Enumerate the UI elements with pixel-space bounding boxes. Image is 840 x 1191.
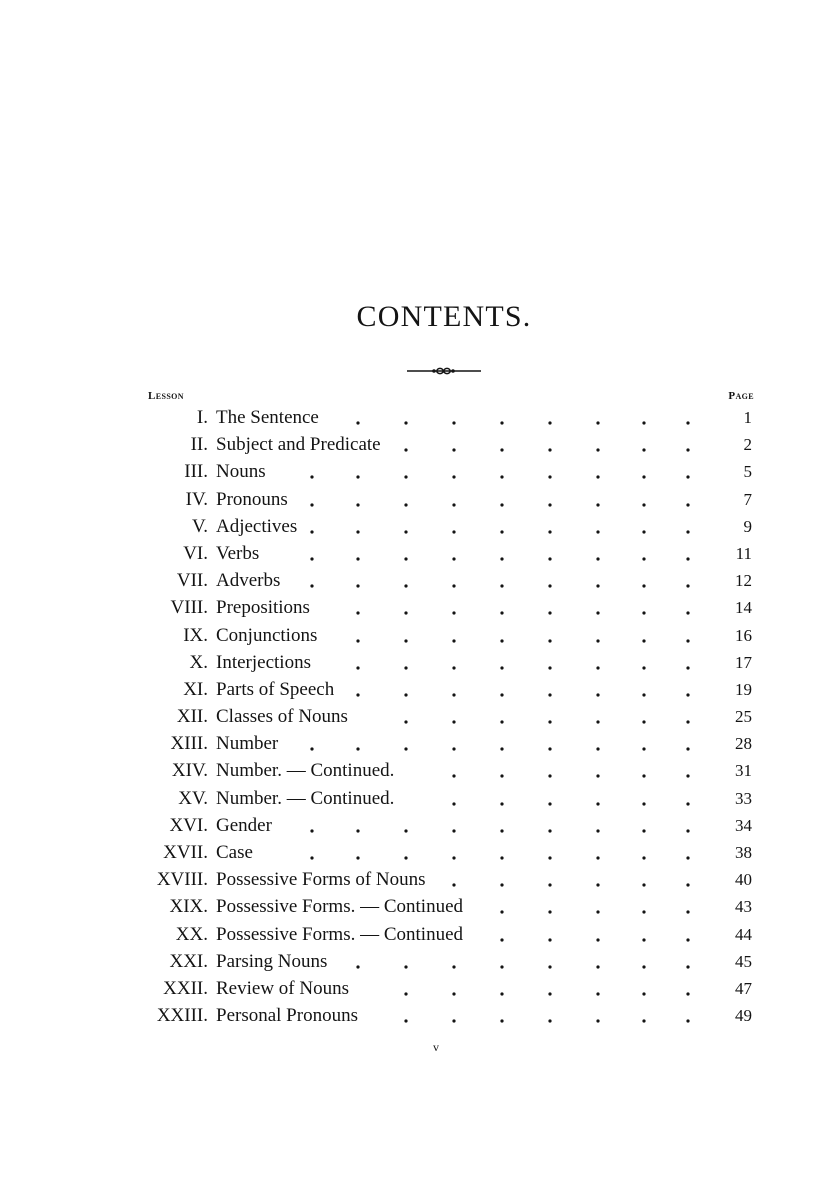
toc-entry — [0, 839, 840, 866]
lesson-title: Number. — Continued. — [216, 787, 395, 809]
leader-dot — [642, 802, 645, 805]
lesson-number: II. — [190, 434, 208, 456]
leader-dot — [452, 449, 455, 452]
leader-dot — [548, 856, 551, 859]
leader-dot — [310, 829, 313, 832]
leader-dot — [642, 829, 645, 832]
leader-dot — [404, 1020, 407, 1023]
toc-entry — [0, 486, 840, 513]
leader-dot — [404, 530, 407, 533]
toc-entry — [0, 458, 840, 485]
leader-dot — [548, 612, 551, 615]
leader-dot — [452, 693, 455, 696]
lesson-title: The Sentence — [216, 407, 319, 428]
lesson-title: Possessive Forms of Nouns — [216, 869, 426, 891]
leader-dot — [452, 829, 455, 832]
lesson-title: Adverbs — [216, 570, 281, 592]
page-number: 11 — [735, 543, 752, 563]
leader-dot — [548, 557, 551, 560]
leader-dot — [642, 856, 645, 859]
leader-dot — [596, 421, 599, 424]
leader-dot — [404, 748, 407, 751]
leader-dot — [548, 748, 551, 751]
leader-dot — [686, 421, 689, 424]
leader-dot — [404, 992, 407, 995]
leader-dot — [686, 938, 689, 941]
page-number: 44 — [735, 924, 752, 944]
leader-dot — [500, 748, 503, 751]
leader-dot — [310, 557, 313, 560]
leader-dot — [500, 503, 503, 506]
leader-dot — [642, 884, 645, 887]
leader-dot — [642, 666, 645, 669]
lesson-title: Interjections — [216, 651, 311, 673]
leader-dot — [548, 476, 551, 479]
leader-dot — [642, 421, 645, 424]
leader-dot — [548, 449, 551, 452]
lesson-number: XII. — [176, 706, 208, 728]
lesson-title: Case — [216, 842, 253, 863]
toc-entry — [0, 785, 840, 812]
leader-dot — [404, 557, 407, 560]
leader-dot — [686, 1020, 689, 1023]
page-number: 9 — [743, 516, 752, 536]
leader-dot — [500, 802, 503, 805]
page-number: 25 — [735, 707, 752, 727]
page-number: 47 — [735, 978, 752, 998]
leader-dot — [596, 476, 599, 479]
leader-dot — [310, 503, 313, 506]
lesson-title: Possessive Forms. — Continued — [216, 923, 464, 945]
lesson-number: III. — [184, 461, 208, 483]
leader-dot — [642, 911, 645, 914]
leader-dot — [596, 530, 599, 533]
leader-dot — [356, 421, 359, 424]
leader-dot — [642, 965, 645, 968]
leader-dot — [596, 856, 599, 859]
leader-dot — [404, 503, 407, 506]
toc-entry — [0, 540, 840, 567]
lesson-number: VII. — [176, 570, 208, 592]
page-number: 19 — [735, 679, 752, 699]
page-number: 38 — [735, 843, 752, 862]
leader-dot — [500, 639, 503, 642]
leader-dot — [686, 585, 689, 588]
leader-dot — [686, 639, 689, 642]
leader-dot — [404, 639, 407, 642]
leader-dot — [642, 748, 645, 751]
leader-dot — [686, 992, 689, 995]
page-number: 17 — [735, 652, 752, 672]
leader-dot — [642, 530, 645, 533]
leader-dot — [548, 1020, 551, 1023]
leader-dot — [596, 829, 599, 832]
leader-dot — [500, 938, 503, 941]
leader-dot — [356, 639, 359, 642]
leader-dot — [642, 1020, 645, 1023]
lesson-title: Pronouns — [216, 488, 288, 510]
page-number: 12 — [735, 571, 752, 591]
lesson-title: Personal Pronouns — [216, 1005, 358, 1027]
page-number: 34 — [735, 815, 752, 835]
leader-dot — [686, 856, 689, 859]
leader-dot — [500, 829, 503, 832]
leader-dot — [452, 1020, 455, 1023]
leader-dot — [642, 693, 645, 696]
leader-dots — [216, 540, 704, 567]
page-number: 40 — [735, 870, 752, 890]
leader-dot — [452, 775, 455, 778]
page-title: CONTENTS. — [356, 300, 532, 333]
leader-dot — [686, 449, 689, 452]
leader-dot — [404, 666, 407, 669]
lesson-number: XVII. — [163, 842, 208, 863]
leader-dot — [310, 748, 313, 751]
toc-entry — [0, 513, 840, 540]
lesson-number: VI. — [183, 542, 208, 564]
leader-dot — [500, 775, 503, 778]
leader-dot — [404, 720, 407, 723]
page-number: 43 — [735, 897, 752, 917]
leader-dot — [404, 421, 407, 424]
lesson-number: I. — [196, 407, 208, 428]
leader-dot — [686, 476, 689, 479]
leader-dot — [686, 775, 689, 778]
leader-dot — [548, 775, 551, 778]
leader-dot — [356, 557, 359, 560]
toc-entry — [0, 622, 840, 649]
lesson-number: V. — [191, 515, 208, 537]
page-number: 5 — [743, 462, 752, 482]
leader-dot — [642, 476, 645, 479]
leader-dot — [500, 965, 503, 968]
leader-dot — [500, 693, 503, 696]
leader-dot — [500, 530, 503, 533]
leader-dot — [642, 992, 645, 995]
leader-dot — [404, 693, 407, 696]
leader-dot — [596, 884, 599, 887]
leader-dot — [310, 530, 313, 533]
leader-dot — [548, 639, 551, 642]
leader-dot — [356, 748, 359, 751]
lesson-number: XVIII. — [156, 869, 208, 891]
leader-dot — [404, 449, 407, 452]
leader-dot — [596, 911, 599, 914]
leader-dot — [452, 585, 455, 588]
leader-dot — [452, 884, 455, 887]
leader-dot — [596, 503, 599, 506]
leader-dot — [686, 829, 689, 832]
leader-dot — [356, 829, 359, 832]
leader-dots — [216, 486, 704, 513]
lesson-title: Conjunctions — [216, 624, 318, 646]
leader-dot — [356, 693, 359, 696]
leader-dot — [548, 992, 551, 995]
leader-dot — [686, 911, 689, 914]
leader-dot — [686, 965, 689, 968]
leader-dot — [500, 421, 503, 424]
leader-dot — [686, 720, 689, 723]
toc-entry — [0, 703, 840, 730]
leader-dot — [642, 585, 645, 588]
leader-dot — [310, 476, 313, 479]
leader-dots — [216, 812, 704, 839]
page-number: 16 — [735, 625, 752, 645]
lesson-title: Adjectives — [216, 515, 298, 537]
leader-dot — [452, 557, 455, 560]
leader-dot — [642, 938, 645, 941]
leader-dot — [686, 503, 689, 506]
lesson-number: X. — [189, 651, 208, 673]
toc-entry — [0, 594, 840, 621]
leader-dots — [216, 730, 704, 757]
leader-dot — [404, 476, 407, 479]
toc-entry — [0, 730, 840, 757]
leader-dot — [500, 1020, 503, 1023]
leader-dot — [596, 585, 599, 588]
leader-dot — [686, 884, 689, 887]
leader-dot — [500, 612, 503, 615]
leader-dot — [356, 856, 359, 859]
page-column-heading: Page — [728, 390, 754, 402]
toc-entry — [0, 1002, 840, 1029]
lesson-number: IV. — [185, 488, 208, 510]
lesson-number: XXI. — [169, 950, 208, 972]
leader-dot — [596, 938, 599, 941]
toc-entry — [0, 921, 840, 948]
lesson-number: XIV. — [171, 760, 208, 782]
leader-dot — [356, 612, 359, 615]
leader-dot — [452, 965, 455, 968]
lesson-number: XXII. — [163, 977, 208, 999]
page-number: 31 — [735, 761, 752, 781]
leader-dot — [404, 612, 407, 615]
leader-dot — [356, 965, 359, 968]
leader-dot — [548, 666, 551, 669]
leader-dot — [404, 585, 407, 588]
lesson-number: XXIII. — [156, 1005, 208, 1027]
leader-dot — [596, 666, 599, 669]
lesson-title: Classes of Nouns — [216, 706, 348, 728]
leader-dot — [452, 802, 455, 805]
lesson-number: XI. — [183, 678, 208, 700]
leader-dot — [548, 421, 551, 424]
page-number: 1 — [743, 408, 752, 427]
leader-dot — [500, 476, 503, 479]
leader-dot — [596, 612, 599, 615]
leader-dot — [404, 965, 407, 968]
lesson-title: Review of Nouns — [216, 977, 349, 999]
leader-dot — [596, 1020, 599, 1023]
lesson-title: Possessive Forms. — Continued — [216, 896, 464, 918]
page-number: 45 — [735, 951, 752, 971]
leader-dot — [500, 911, 503, 914]
toc-entry — [0, 866, 840, 893]
leader-dot — [548, 503, 551, 506]
page-number: 28 — [735, 734, 752, 754]
leader-dot — [686, 802, 689, 805]
lesson-title: Parts of Speech — [216, 678, 335, 700]
leader-dot — [642, 449, 645, 452]
lesson-title: Gender — [216, 814, 272, 836]
leader-dot — [548, 802, 551, 805]
leader-dot — [500, 884, 503, 887]
leader-dot — [500, 449, 503, 452]
leader-dot — [642, 639, 645, 642]
leader-dot — [356, 476, 359, 479]
leader-dot — [404, 829, 407, 832]
leader-dot — [452, 639, 455, 642]
page-number-footer: v — [433, 1040, 439, 1054]
page-number: 2 — [743, 435, 752, 455]
leader-dot — [686, 666, 689, 669]
leader-dot — [548, 911, 551, 914]
leader-dot — [548, 530, 551, 533]
leader-dot — [548, 965, 551, 968]
toc-entry — [0, 676, 840, 703]
lesson-title: Parsing Nouns — [216, 950, 328, 972]
lesson-number: XV. — [178, 787, 208, 809]
page-number: 33 — [735, 788, 752, 808]
leader-dot — [310, 585, 313, 588]
page-number: 14 — [735, 598, 752, 618]
lesson-number: IX. — [183, 624, 208, 646]
toc-entry — [0, 812, 840, 839]
leader-dot — [356, 530, 359, 533]
lesson-number: XIX. — [169, 896, 208, 918]
leader-dots — [216, 839, 704, 866]
lesson-title: Number. — Continued. — [216, 760, 395, 782]
leader-dot — [548, 938, 551, 941]
lesson-title: Number — [216, 733, 279, 755]
leader-dot — [686, 557, 689, 560]
lesson-number: VIII. — [170, 597, 208, 619]
leader-dot — [596, 693, 599, 696]
leader-dot — [452, 992, 455, 995]
leader-dot — [596, 748, 599, 751]
leader-dot — [452, 530, 455, 533]
lesson-number: XIII. — [170, 733, 208, 755]
leader-dot — [356, 585, 359, 588]
leader-dot — [596, 639, 599, 642]
toc-entry — [0, 948, 840, 975]
lesson-column-heading: Lesson — [148, 390, 184, 402]
leader-dot — [548, 884, 551, 887]
toc-entry — [0, 893, 840, 920]
table-of-contents — [0, 404, 840, 1029]
leader-dot — [596, 557, 599, 560]
leader-dot — [596, 720, 599, 723]
leader-dot — [310, 856, 313, 859]
toc-entry — [0, 649, 840, 676]
leader-dot — [686, 693, 689, 696]
leader-dot — [452, 421, 455, 424]
leader-dot — [548, 693, 551, 696]
ornament-rule — [407, 364, 481, 378]
leader-dot — [596, 449, 599, 452]
leader-dot — [642, 612, 645, 615]
leader-dot — [642, 557, 645, 560]
leader-dot — [500, 720, 503, 723]
leader-dot — [596, 992, 599, 995]
toc-entry — [0, 975, 840, 1002]
lesson-title: Subject and Predicate — [216, 434, 381, 456]
leader-dot — [452, 720, 455, 723]
page-number: 49 — [735, 1006, 752, 1026]
toc-entry — [0, 757, 840, 784]
lesson-title: Verbs — [216, 542, 260, 564]
leader-dot — [452, 856, 455, 859]
leader-dot — [500, 666, 503, 669]
lesson-number: XX. — [175, 923, 208, 945]
leader-dot — [548, 585, 551, 588]
toc-entry — [0, 404, 840, 431]
toc-entry — [0, 567, 840, 594]
leader-dots — [216, 458, 704, 485]
leader-dot — [500, 585, 503, 588]
lesson-title: Prepositions — [216, 597, 310, 619]
leader-dot — [500, 856, 503, 859]
leader-dot — [452, 503, 455, 506]
leader-dot — [642, 503, 645, 506]
toc-entry — [0, 431, 840, 458]
leader-dot — [452, 748, 455, 751]
leader-dot — [452, 612, 455, 615]
leader-dot — [686, 748, 689, 751]
leader-dot — [686, 612, 689, 615]
leader-dot — [356, 503, 359, 506]
lesson-number: XVI. — [169, 814, 208, 836]
leader-dots — [216, 567, 704, 594]
leader-dot — [596, 965, 599, 968]
leader-dot — [642, 775, 645, 778]
leader-dot — [686, 530, 689, 533]
leader-dot — [596, 802, 599, 805]
leader-dot — [500, 557, 503, 560]
leader-dot — [548, 720, 551, 723]
leader-dot — [548, 829, 551, 832]
leader-dot — [356, 666, 359, 669]
leader-dot — [500, 992, 503, 995]
leader-dot — [452, 476, 455, 479]
page-number: 7 — [743, 489, 752, 509]
leader-dot — [642, 720, 645, 723]
leader-dot — [452, 666, 455, 669]
leader-dot — [404, 856, 407, 859]
leader-dot — [596, 775, 599, 778]
lesson-title: Nouns — [216, 461, 266, 483]
